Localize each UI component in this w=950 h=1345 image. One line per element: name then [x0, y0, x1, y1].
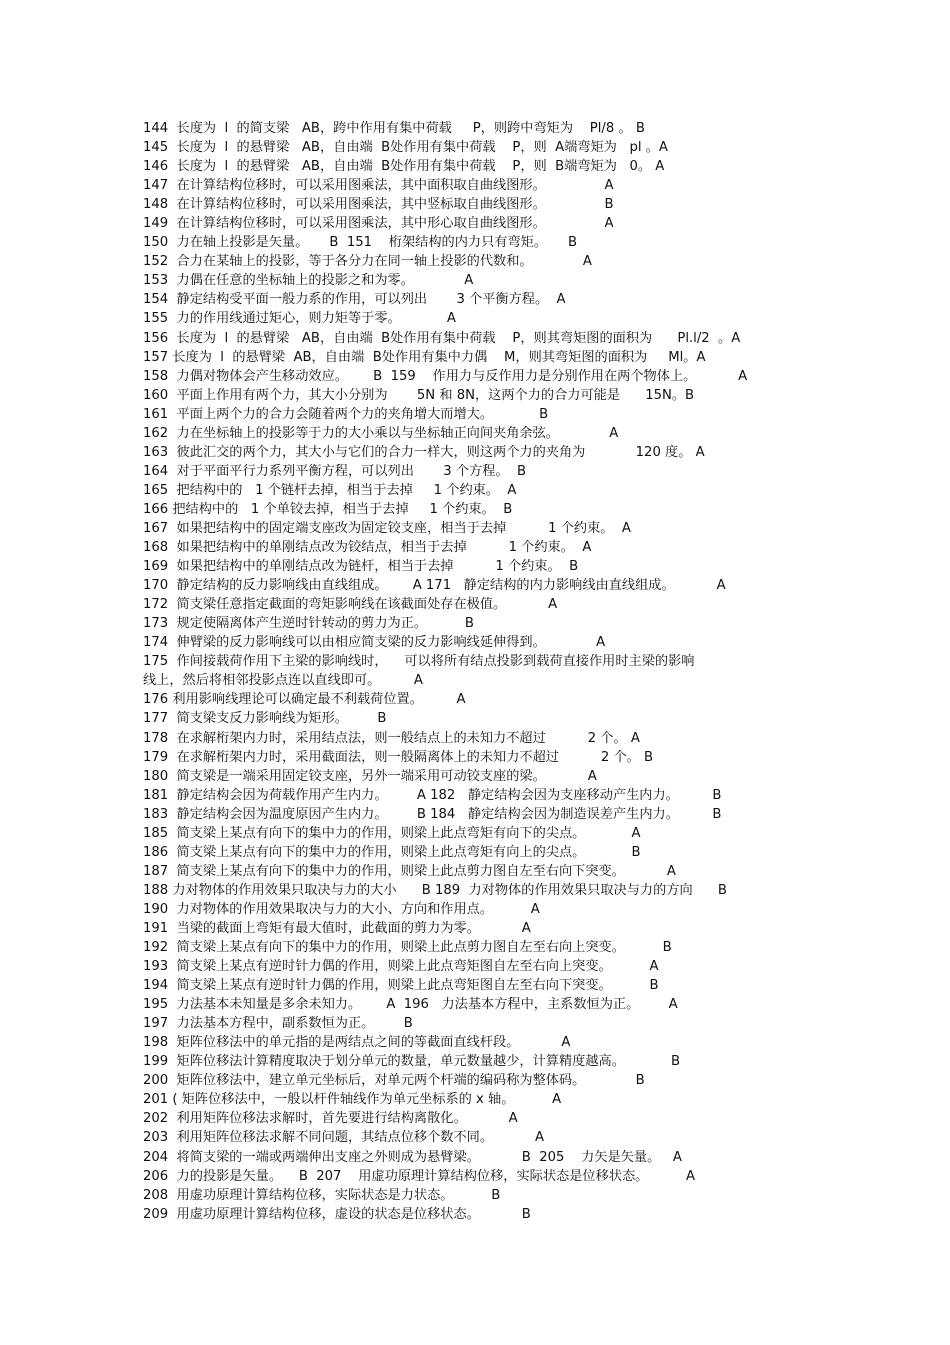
question-line: 155 力的作用线通过矩心，则力矩等于零。 A — [143, 311, 456, 327]
question-line: 190 力对物体的作用效果取决与力的大小、方向和作用点。 A — [143, 901, 540, 917]
question-line: 177 简支梁支反力影响线为矩形。 B — [143, 711, 387, 727]
question-line: 167 如果把结构中的固定端支座改为固定铰支座，相当于去掉 1 个约束。 A — [143, 520, 631, 536]
question-line: 179 在求解桁架内力时，采用截面法，则一般隔离体上的未知力不超过 2 个。 B — [143, 749, 654, 765]
question-line: 153 力偶在任意的坐标轴上的投影之和为零。 A — [143, 273, 474, 289]
question-line: 154 静定结构受平面一般力系的作用，可以列出 3 个平衡方程。 A — [143, 292, 566, 308]
question-line: 174 伸臂梁的反力影响线可以由相应简支梁的反力影响线延伸得到。 A — [143, 635, 606, 651]
question-line: 175 作间接载荷作用下主梁的影响线时， 可以将所有结点投影到载荷直接作用时主梁的影响 — [143, 654, 695, 670]
question-line: 162 力在坐标轴上的投影等于力的大小乘以与坐标轴正向间夹角余弦。 A — [143, 425, 619, 441]
question-line: 148 在计算结构位移时，可以采用图乘法，其中竖标取自曲线图形。 B — [143, 197, 614, 213]
question-line: 160 平面上作用有两个力，其大小分别为 5N 和 8N，这两个力的合力可能是 15N。B — [143, 387, 695, 403]
question-line: 199 矩阵位移法计算精度取决于划分单元的数量，单元数量越少，计算精度越高。 B — [143, 1054, 681, 1070]
question-line: 146 长度为 l 的悬臂梁 AB，自由端 B处作用有集中荷载 P，则 B端弯矩为 0。 A — [143, 159, 665, 175]
question-line: 158 力偶对物体会产生移动效应。 B 159 作用力与反作用力是分别作用在两个物体上。 A — [143, 368, 748, 384]
question-line: 181 静定结构会因为荷载作用产生内力。 A 182 静定结构会因为支座移动产生内力。 B — [143, 787, 722, 803]
question-line: 180 简支梁是一端采用固定铰支座，另外一端采用可动铰支座的梁。 A — [143, 768, 597, 784]
question-line: 163 彼此汇交的两个力，其大小与它们的合力一样大，则这两个力的夹角为 120 度。 A — [143, 444, 705, 460]
question-line: 187 简支梁上某点有向下的集中力的作用，则梁上此点剪力图自左至右向下突变。 A — [143, 863, 676, 879]
question-line: 188 力对物体的作用效果只取决与力的大小 B 189 力对物体的作用效果只取决与力的方向 B — [143, 882, 727, 898]
question-line: 195 力法基本未知量是多余未知力。 A 196 力法基本方程中，主系数恒为正。 A — [143, 997, 678, 1013]
question-line: 157 长度为 l 的悬臂梁 AB，自由端 B处作用有集中力偶 M，则其弯矩图的面积为 Ml。A — [143, 349, 706, 365]
question-line: 145 长度为 l 的悬臂梁 AB，自由端 B处作用有集中荷载 P，则 A端弯矩为 pl 。A — [143, 140, 668, 156]
question-line: 168 如果把结构中的单刚结点改为铰结点，相当于去掉 1 个约束。 A — [143, 540, 592, 556]
question-line: 166 把结构中的 1 个单铰去掉，相当于去掉 1 个约束。 B — [143, 501, 513, 517]
question-line: 170 静定结构的反力影响线由直线组成。 A 171 静定结构的内力影响线由直线组成。 A — [143, 578, 726, 594]
question-line: 156 长度为 l 的悬臂梁 AB，自由端 B处作用有集中荷载 P，则其弯矩图的面积为 Pl.l/2 。A — [143, 330, 741, 346]
question-line: 线上，然后将相邻投影点连以直线即可。 A — [143, 673, 423, 689]
question-line: 200 矩阵位移法中，建立单元坐标后，对单元两个杆端的编码称为整体码。 B — [143, 1073, 645, 1089]
question-line: 169 如果把结构中的单刚结点改为链杆，相当于去掉 1 个约束。 B — [143, 559, 579, 575]
question-line: 150 力在轴上投影是矢量。 B 151 桁架结构的内力只有弯矩。 B — [143, 235, 578, 251]
question-line: 147 在计算结构位移时，可以采用图乘法，其中面积取自曲线图形。 A — [143, 178, 614, 194]
question-line: 173 规定使隔离体产生逆时针转动的剪力为正。 B — [143, 616, 474, 632]
question-line: 149 在计算结构位移时，可以采用图乘法，其中形心取自曲线图形。 A — [143, 216, 614, 232]
question-line: 197 力法基本方程中，副系数恒为正。 B — [143, 1016, 413, 1032]
question-line: 165 把结构中的 1 个链杆去掉，相当于去掉 1 个约束。 A — [143, 482, 517, 498]
question-line: 201 ( 矩阵位移法中，一般以杆件轴线作为单元坐标系的 x 轴。 A — [143, 1092, 562, 1108]
question-line: 193 简支梁上某点有逆时针力偶的作用，则梁上此点弯矩图自左至右向上突变。 A — [143, 959, 659, 975]
question-line: 203 利用矩阵位移法求解不同问题，其结点位移个数不同。 A — [143, 1130, 544, 1146]
question-line: 178 在求解桁架内力时，采用结点法，则一般结点上的未知力不超过 2 个。 A — [143, 730, 640, 746]
question-line: 172 简支梁任意指定截面的弯矩影响线在该截面处存在极值。 A — [143, 597, 558, 613]
question-line: 198 矩阵位移法中的单元指的是两结点之间的等截面直线杆段。 A — [143, 1035, 571, 1051]
question-line: 186 简支梁上某点有向下的集中力的作用，则梁上此点弯矩有向上的尖点。 B — [143, 844, 641, 860]
question-line: 202 利用矩阵位移法求解时，首先要进行结构离散化。 A — [143, 1111, 518, 1127]
question-line: 161 平面上两个力的合力会随着两个力的夹角增大而增大。 B — [143, 406, 549, 422]
question-line: 152 合力在某轴上的投影，等于各分力在同一轴上投影的代数和。 A — [143, 254, 592, 270]
question-line: 206 力的投影是矢量。 B 207 用虚功原理计算结构位移，实际状态是位移状态。 A — [143, 1168, 696, 1184]
question-line: 176 利用影响线理论可以确定最不利载荷位置。 A — [143, 692, 466, 708]
question-line: 144 长度为 l 的简支梁 AB，跨中作用有集中荷载 P，则跨中弯矩为 Pl/8 。 B — [143, 121, 645, 136]
question-line: 191 当梁的截面上弯矩有最大值时，此截面的剪力为零。 A — [143, 920, 531, 936]
question-line: 183 静定结构会因为温度原因产生内力。 B 184 静定结构会因为制造误差产生内力。 B — [143, 806, 722, 822]
question-line: 185 简支梁上某点有向下的集中力的作用，则梁上此点弯矩有向下的尖点。 A — [143, 825, 641, 841]
question-list — [143, 119, 833, 1224]
question-line: 208 用虚功原理计算结构位移，实际状态是力状态。 B — [143, 1187, 501, 1203]
question-line: 164 对于平面平行力系列平衡方程，可以列出 3 个方程。 B — [143, 463, 527, 479]
question-line: 204 将简支梁的一端或两端伸出支座之外则成为悬臂梁。 B 205 力矢是矢量。 A — [143, 1149, 682, 1165]
question-line: 194 简支梁上某点有逆时针力偶的作用，则梁上此点弯矩图自左至右向下突变。 B — [143, 978, 659, 994]
question-line: 209 用虚功原理计算结构位移，虚设的状态是位移状态。 B — [143, 1206, 531, 1222]
question-line: 192 简支梁上某点有向下的集中力的作用，则梁上此点剪力图自左至右向上突变。 B — [143, 940, 672, 956]
